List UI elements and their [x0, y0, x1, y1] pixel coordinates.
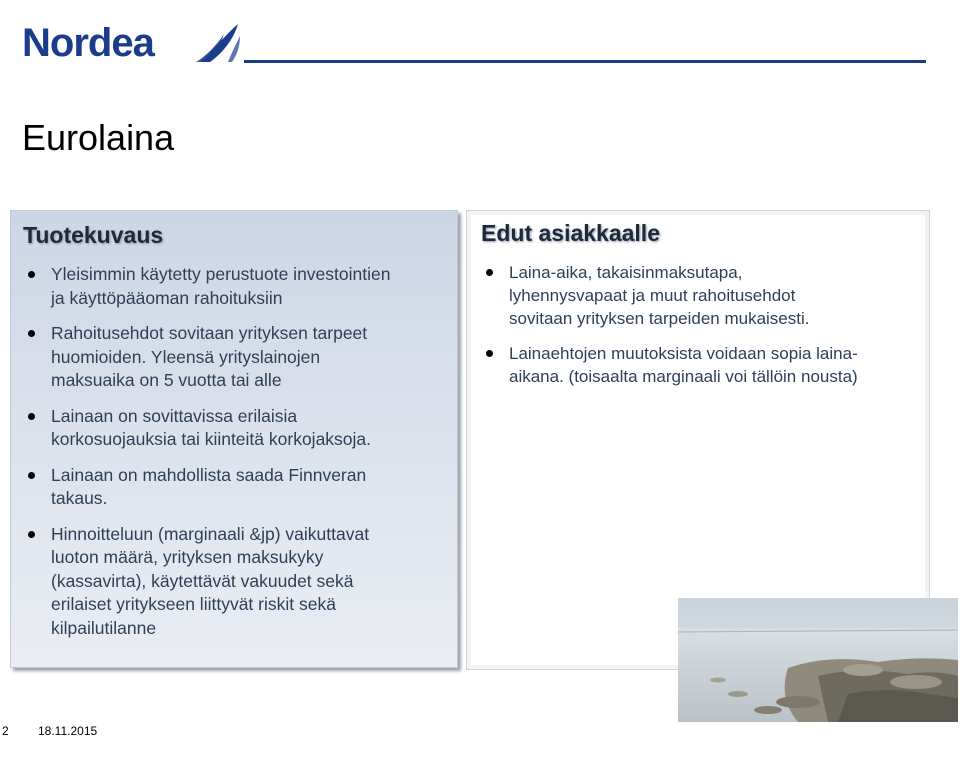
product-description-panel — [10, 210, 458, 668]
list-item — [21, 523, 451, 641]
bullet-icon — [28, 271, 35, 278]
bullet-icon — [486, 269, 493, 276]
panel-heading: Edut asiakkaalle — [481, 220, 660, 246]
bullet-line: ja käyttöpääoman rahoituksiin — [51, 287, 283, 308]
page-number: 2 — [2, 724, 9, 738]
bullet-line: sovitaan yrityksen tarpeiden mukaisesti. — [509, 309, 810, 328]
list-item — [21, 405, 451, 452]
list-item — [21, 263, 451, 310]
bullet-line: huomioiden. Yleensä yrityslainojen — [51, 346, 321, 367]
bullet-icon — [28, 413, 35, 420]
bullet-list — [479, 261, 919, 400]
bullet-line: Laina-aika, takaisinmaksutapa, — [509, 263, 743, 282]
bullet-line: erilaiset yritykseen liittyvät riskit sekä — [51, 594, 336, 614]
bullet-line: lyhennysvapaat ja muut rahoitusehdot — [509, 286, 796, 305]
bullet-line: Hinnoitteluun (marginaali &jp) vaikuttavat — [51, 523, 370, 544]
bullet-line: (kassavirta), käytettävät vakuudet sekä — [51, 570, 354, 591]
bullet-line: Rahoitusehdot sovitaan yrityksen tarpeet — [51, 323, 368, 343]
bullet-icon — [486, 350, 493, 357]
bullet-line: aikana. (toisaalta marginaali voi tällöin nousta) — [509, 367, 858, 386]
footer-date: 18.11.2015 — [38, 724, 98, 738]
bullet-line: korkosuojauksia tai kiinteitä korkojaksoja. — [51, 429, 372, 449]
bullet-icon — [28, 531, 35, 538]
list-item — [479, 261, 919, 330]
bullet-line: takaus. — [51, 488, 108, 508]
bullet-line: Yleisimmin käytetty perustuote investointien — [51, 264, 391, 284]
page-title: Eurolaina — [22, 117, 175, 158]
bullet-list — [21, 263, 451, 652]
header-divider — [244, 60, 926, 63]
list-item — [479, 342, 919, 388]
bullet-line: kilpailutilanne — [51, 617, 157, 638]
seaside-rocks-photo — [678, 598, 958, 722]
bullet-line: Lainaan on mahdollista saada Finnveran — [51, 464, 367, 485]
list-item — [21, 464, 451, 511]
logo-text: Nordea — [22, 21, 154, 65]
panel-heading: Tuotekuvaus — [23, 222, 164, 248]
bullet-line: Lainaehtojen muutoksista voidaan sopia laina- — [509, 344, 858, 363]
nordea-sail-icon — [194, 22, 242, 64]
bullet-icon — [28, 472, 35, 479]
list-item — [21, 322, 451, 393]
bullet-icon — [28, 330, 35, 337]
bullet-line: Lainaan on sovittavissa erilaisia — [51, 405, 298, 426]
bullet-line: luoton määrä, yrityksen maksukyky — [51, 547, 324, 567]
bullet-line: maksuaika on 5 vuotta tai alle — [51, 370, 282, 390]
nordea-logo — [22, 20, 222, 66]
